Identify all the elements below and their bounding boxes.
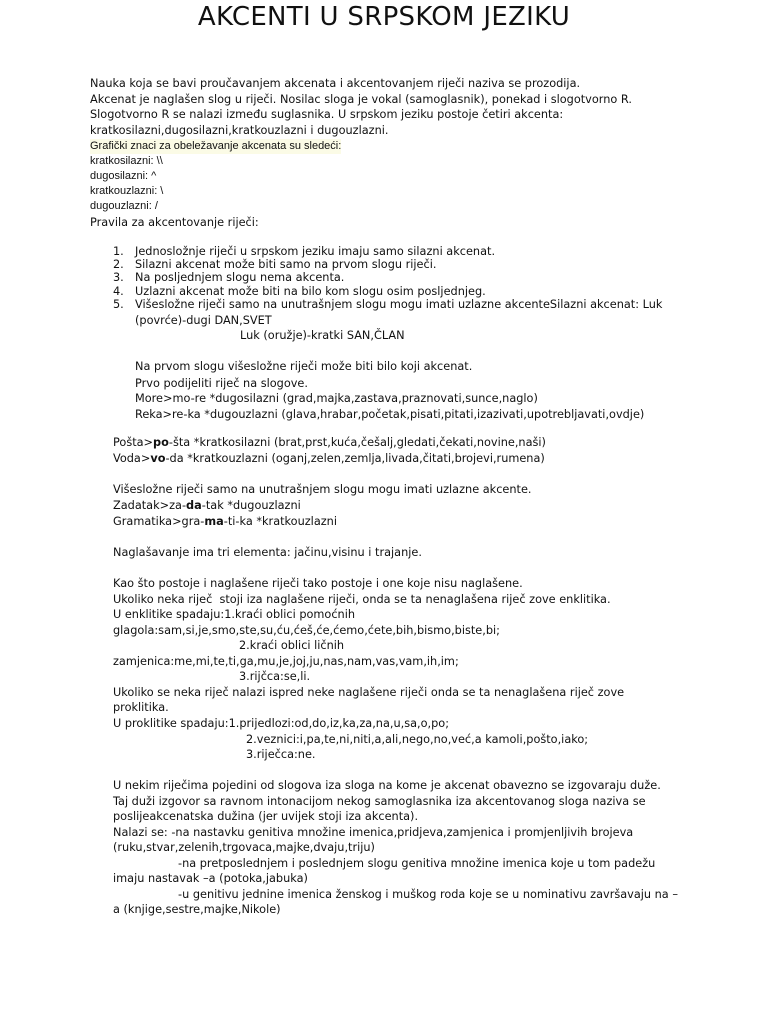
intro-line: kratkosilazni,dugosilazni,kratkouzlazni i dugouzlazni. [90, 124, 389, 137]
sign-item: dugosilazni: ^ [90, 170, 157, 182]
body-line: poslijeakcenatska dužina (jer uvijek stoji iza akcenta). [113, 810, 419, 823]
body-line: 2.veznici:i,pa,te,ni,niti,a,ali,nego,no,već,a kamoli,pošto,iako; [246, 733, 589, 746]
sign-item: kratkosilazni: \\ [90, 155, 163, 167]
rule-text: Uzlazni akcenat može biti na bilo kom slogu osim posljednjeg. [135, 285, 486, 298]
example-line: Reka>re-ka *dugouzlazni (glava,hrabar,početak,pisati,pitati,izazivati,upotrebljavati,ovdje) [135, 408, 645, 421]
example-posta: Pošta>po-šta *kratkosilazni (brat,prst,kuća,češalj,gledati,čekati,novine,naši) [113, 436, 546, 449]
example-line: More>mo-re *dugosilazni (grad,majka,zastava,praznovati,sunce,naglo) [135, 392, 538, 405]
rule-text: Višesložne riječi samo na unutrašnjem slogu mogu imati uzlazne akcenteSilazni akcenat: Luk [135, 298, 663, 311]
sign-item: dugouzlazni: / [90, 200, 158, 212]
body-line: Taj duži izgovor sa ravnom intonacijom nekog samoglasnika iza akcentovanog sloga naziva se [113, 795, 646, 808]
body-line: 3.riječca:ne. [246, 748, 316, 761]
rule-text: Na posljednjem slogu nema akcenta. [135, 271, 345, 284]
sign-item: kratkouzlazni: \ [90, 185, 164, 197]
rule-text-cont: (povrće)-dugi DAN,SVET [135, 314, 272, 327]
body-line: -u genitivu jednine imenica ženskog i muškog roda koje se u nominativu završavaju na – [178, 888, 678, 901]
rule-text-cont: Luk (oružje)-kratki SAN,ČLAN [240, 329, 405, 342]
body-line: Na prvom slogu višesložne riječi može biti bilo koji akcenat. [135, 360, 473, 373]
rules-heading: Pravila za akcentovanje riječi: [90, 216, 259, 229]
intro-line: Akcenat je naglašen slog u riječi. Nosilac sloga je vokal (samoglasnik), ponekad i slogotvorno R. [90, 93, 632, 106]
page-title: AKCENTI U SRPSKOM JEZIKU [197, 2, 571, 32]
body-line: a (knjige,sestre,majke,Nikole) [113, 903, 281, 916]
body-line: Nalazi se: -na nastavku genitiva množine imenica,pridjeva,zamjenica i promjenljivih brojeva [113, 826, 634, 839]
body-line: Naglašavanje ima tri elementa: jačinu,visinu i trajanje. [113, 546, 422, 559]
rule-number: 1. [113, 245, 124, 258]
body-line: zamjenica:me,mi,te,ti,ga,mu,je,joj,ju,nas,nam,vas,vam,ih,im; [113, 655, 459, 668]
example-voda: Voda>vo-da *kratkouzlazni (oganj,zelen,zemlja,livada,čitati,brojevi,rumena) [113, 452, 545, 465]
body-line: glagola:sam,si,je,smo,ste,su,ću,ćeš,će,ćemo,ćete,bih,bismo,biste,bi; [113, 624, 500, 637]
body-line: proklitika. [113, 701, 169, 714]
rule-number: 3. [113, 271, 124, 284]
body-line: Ukoliko neka riječ stoji iza naglašene riječi, onda se ta nenaglašena riječ zove enklitika. [113, 593, 611, 606]
body-line: Višesložne riječi samo na unutrašnjem slogu mogu imati uzlazne akcente. [113, 483, 532, 496]
rule-number: 2. [113, 258, 124, 271]
body-line: 2.kraći oblici ličnih [239, 639, 345, 652]
body-line: imaju nastavak –a (potoka,jabuka) [113, 872, 308, 885]
body-line: -na pretposlednjem i poslednjem slogu genitiva množine imenica koje u tom padežu [178, 857, 656, 870]
body-line: Ukoliko se neka riječ nalazi ispred neke naglašene riječi onda se ta nenaglašena riječ zove [113, 686, 625, 699]
body-line: U nekim riječima pojedini od slogova iza sloga na kome je akcenat obavezno se izgovaraju duže. [113, 779, 661, 792]
body-line: Prvo podijeliti riječ na slogove. [135, 377, 308, 390]
rule-number: 4. [113, 285, 124, 298]
body-line: 3.rijčca:se,li. [239, 670, 311, 683]
rule-text: Silazni akcenat može biti samo na prvom slogu riječi. [135, 258, 437, 271]
body-line: (ruku,stvar,zelenih,trgovaca,majke,dvaju,triju) [113, 841, 375, 854]
body-line: Kao što postoje i naglašene riječi tako postoje i one koje nisu naglašene. [113, 577, 523, 590]
rule-number: 5. [113, 298, 124, 311]
intro-line: Slogotvorno R se nalazi između suglasnika. U srpskom jeziku postoje četiri akcenta: [90, 108, 564, 121]
body-line: U enklitike spadaju:1.kraći oblici pomoćnih [113, 608, 356, 621]
example-gramatika: Gramatika>gra-ma-ti-ka *kratkouzlazni [113, 515, 337, 528]
body-line: U proklitike spadaju:1.prijedlozi:od,do,iz,ka,za,na,u,sa,o,po; [113, 717, 450, 730]
intro-line: Nauka koja se bavi proučavanjem akcenata i akcentovanjem riječi naziva se prozodija. [90, 77, 581, 90]
signs-heading: Grafički znaci za obeležavanje akcenata su sledeći: [90, 140, 342, 152]
example-zadatak: Zadatak>za-da-tak *dugouzlazni [113, 499, 301, 512]
rule-text: Jednosložnje riječi u srpskom jeziku imaju samo silazni akcenat. [135, 245, 496, 258]
